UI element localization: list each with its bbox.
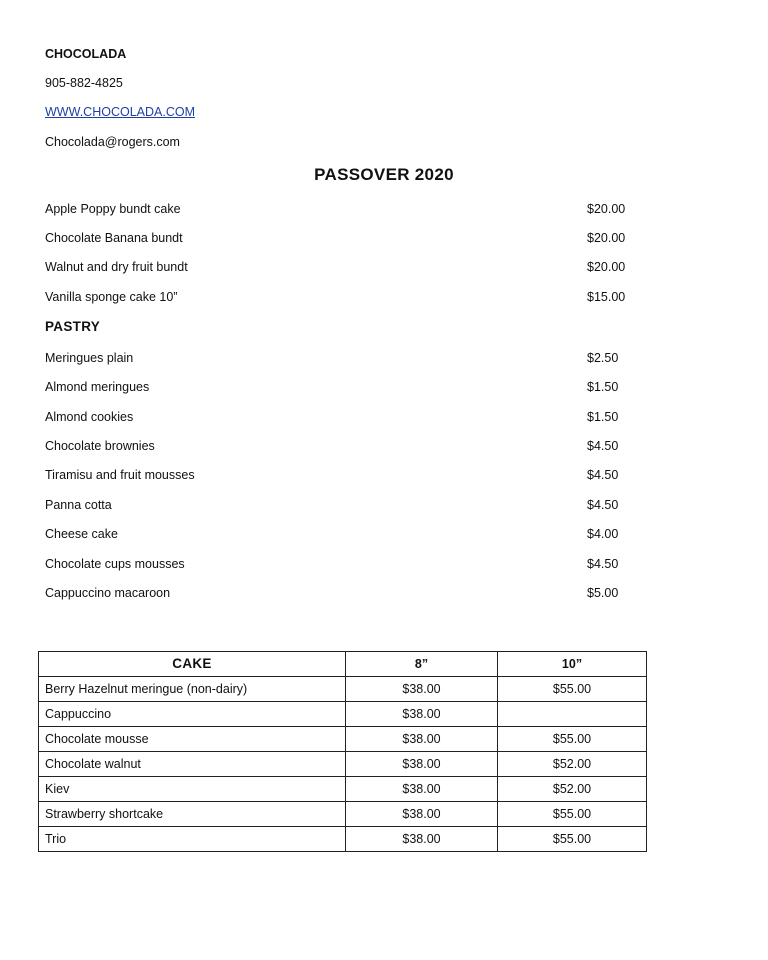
cake-name: Strawberry shortcake — [39, 802, 346, 827]
menu-item-price: $1.50 — [587, 380, 619, 394]
menu-item-price: $4.00 — [587, 527, 619, 541]
price-10-inch: $55.00 — [498, 827, 647, 852]
price-8-inch: $38.00 — [346, 702, 498, 727]
column-header-10-inch: 10” — [498, 652, 647, 677]
menu-item-name: Chocolate brownies — [45, 439, 155, 453]
menu-item-price: $4.50 — [587, 557, 619, 571]
table-row — [39, 702, 647, 727]
price-10-inch: $55.00 — [498, 677, 647, 702]
table-row — [39, 727, 647, 752]
menu-item-name: Cappuccino macaroon — [45, 586, 171, 600]
menu-item-name: Vanilla sponge cake 10” — [45, 290, 178, 304]
business-name: CHOCOLADA — [45, 47, 127, 61]
price-10-inch: $52.00 — [498, 777, 647, 802]
menu-item-name: Almond cookies — [45, 410, 134, 424]
menu-item-name: Chocolate Banana bundt — [45, 231, 183, 245]
table-row — [39, 827, 647, 852]
price-10-inch: $55.00 — [498, 802, 647, 827]
price-10-inch — [498, 702, 647, 727]
page-title: PASSOVER 2020 — [314, 165, 454, 184]
cake-name: Trio — [39, 827, 346, 852]
table-row — [39, 752, 647, 777]
table-row — [39, 802, 647, 827]
menu-item-price: $4.50 — [587, 468, 619, 482]
cake-price-table — [38, 651, 647, 852]
price-8-inch: $38.00 — [346, 752, 498, 777]
website-link[interactable]: WWW.CHOCOLADA.COM — [45, 105, 195, 119]
email-address: Chocolada@rogers.com — [45, 135, 180, 149]
menu-item-price: $5.00 — [587, 586, 619, 600]
price-8-inch: $38.00 — [346, 727, 498, 752]
column-header-8-inch: 8” — [346, 652, 498, 677]
table-row — [39, 777, 647, 802]
menu-item-price: $15.00 — [587, 290, 626, 304]
menu-item-price: $1.50 — [587, 410, 619, 424]
menu-item-name: Cheese cake — [45, 527, 118, 541]
menu-item-name: Tiramisu and fruit mousses — [45, 468, 195, 482]
table-row — [39, 677, 647, 702]
price-8-inch: $38.00 — [346, 802, 498, 827]
table-header-row — [39, 652, 647, 677]
price-8-inch: $38.00 — [346, 677, 498, 702]
price-10-inch: $55.00 — [498, 727, 647, 752]
menu-item-price: $4.50 — [587, 498, 619, 512]
cake-name: Kiev — [39, 777, 346, 802]
phone-number: 905-882-4825 — [45, 76, 123, 90]
price-8-inch: $38.00 — [346, 827, 498, 852]
cake-name: Berry Hazelnut meringue (non-dairy) — [39, 677, 346, 702]
menu-item-name: Almond meringues — [45, 380, 150, 394]
menu-item-price: $4.50 — [587, 439, 619, 453]
column-header-cake: CAKE — [39, 652, 346, 677]
menu-item-price: $2.50 — [587, 351, 619, 365]
menu-item-price: $20.00 — [587, 260, 626, 274]
menu-item-name: Meringues plain — [45, 351, 134, 365]
price-10-inch: $52.00 — [498, 752, 647, 777]
menu-item-name: Apple Poppy bundt cake — [45, 202, 181, 216]
menu-item-name: Walnut and dry fruit bundt — [45, 260, 188, 274]
cake-name: Cappuccino — [39, 702, 346, 727]
menu-item-price: $20.00 — [587, 202, 626, 216]
menu-item-name: Panna cotta — [45, 498, 112, 512]
menu-item-name: Chocolate cups mousses — [45, 557, 185, 571]
cake-name: Chocolate mousse — [39, 727, 346, 752]
cake-name: Chocolate walnut — [39, 752, 346, 777]
pastry-heading: PASTRY — [45, 319, 101, 334]
price-8-inch: $38.00 — [346, 777, 498, 802]
menu-item-price: $20.00 — [587, 231, 626, 245]
